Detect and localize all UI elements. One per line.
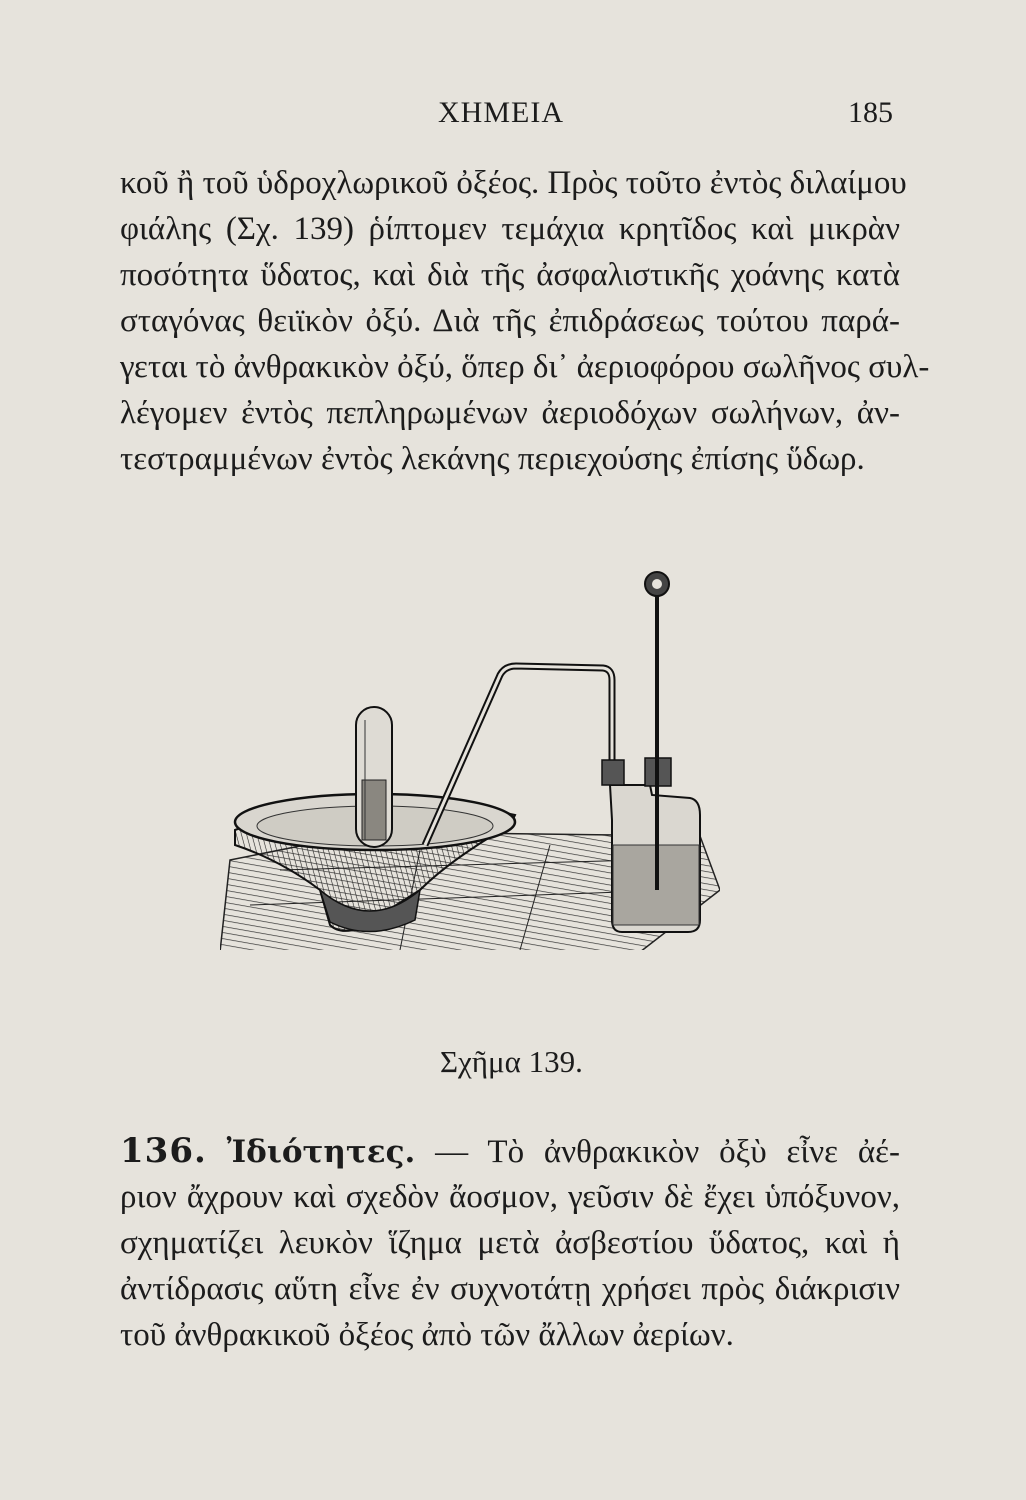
section-heading-line — [120, 1128, 900, 1174]
collection-tube — [356, 707, 392, 847]
paragraph-line: τοῦ ἀνθρακικοῦ ὀξέος ἀπὸ τῶν ἄλλων ἀερίων. — [120, 1317, 734, 1353]
paragraph-line: ἀντίδρασις αὕτη εἶνε ἐν συχνοτάτῃ χρήσει πρὸς διάκρισιν — [120, 1271, 900, 1307]
two-neck-bottle — [602, 758, 700, 932]
section-first-line-text: — Τὸ ἀνθρακικὸν ὀξὺ εἶνε ἀέ- — [435, 1134, 901, 1170]
page-number: 185 — [848, 96, 893, 129]
paragraph-line: τεστραμμένων ἐντὸς λεκάνης περιεχούσης ἐπίσης ὕδωρ. — [120, 441, 865, 477]
paragraph-1 — [120, 160, 930, 482]
running-title: ΧΗΜΕΙΑ — [438, 96, 564, 129]
running-head — [0, 96, 1026, 146]
paragraph-line: φιάλης (Σχ. 139) ῥίπτομεν τεμάχια κρητῖδος καὶ μικρὰν — [120, 211, 900, 247]
section-number: 136. — [120, 1131, 207, 1171]
paragraph-line: ποσότητα ὕδατος, καὶ διὰ τῆς ἀσφαλιστικῆς χοάνης κατὰ — [120, 257, 900, 293]
section-136 — [120, 1128, 900, 1358]
paragraph-line: λέγομεν ἐντὸς πεπληρωμένων ἀεριοδόχων σωλήνων, ἀν- — [120, 395, 900, 431]
paragraph-line: σταγόνας θειϊκὸν ὀξύ. Διὰ τῆς ἐπιδράσεως τούτου παρά- — [120, 303, 900, 339]
paragraph-line: γεται τὸ ἀνθρακικὸν ὀξύ, ὅπερ δι᾽ ἀεριοφόρου σωλῆνος συλ- — [120, 349, 930, 385]
section-title: Ἰδιότητες. — [226, 1134, 416, 1170]
paragraph-line: σχηματίζει λευκὸν ἵζημα μετὰ ἀσβεστίου ὕδατος, καὶ ἡ — [120, 1225, 900, 1261]
paragraph-line: κοῦ ἢ τοῦ ὑδροχλωρικοῦ ὀξέος. Πρὸς τοῦτο ἐντὸς διλαίμου — [120, 165, 907, 201]
apparatus-engraving — [220, 560, 720, 950]
paragraph-line: ριον ἄχρουν καὶ σχεδὸν ἄοσμον, γεῦσιν δὲ ἔχει ὑπόξυνον, — [120, 1179, 900, 1215]
figure-caption: Σχῆμα 139. — [440, 1044, 583, 1079]
figure-139-illustration — [220, 560, 720, 950]
